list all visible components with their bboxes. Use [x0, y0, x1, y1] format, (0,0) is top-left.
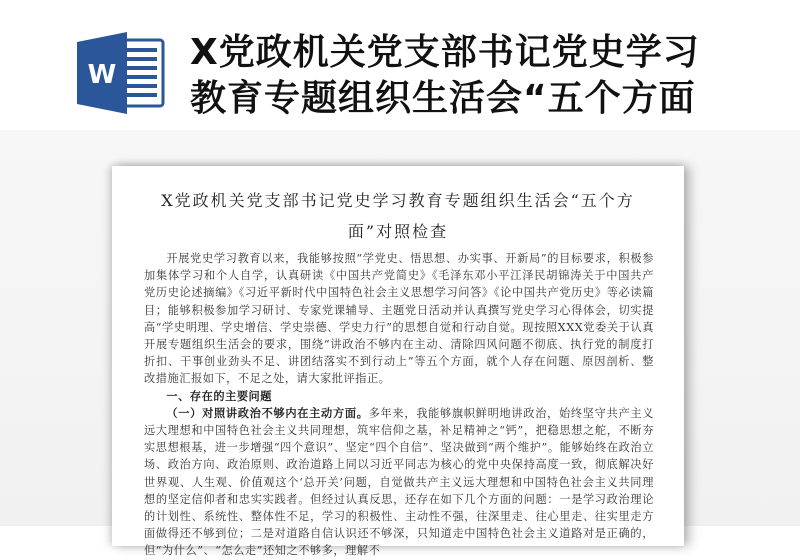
svg-text:W: W — [87, 60, 117, 90]
subsection-body: 多年来，我能够旗帜鲜明地讲政治，始终坚守共产主义远大理想和中国特色社会主义共同理想，筑牢信仰之基，补足精神之“钙”，把稳思想之舵，不断夯实思想根基，进一步增强“四个意识”、坚定“四个自信”、坚决做到“两个维护”。能够始终在政治立场、政治方向、政治原则、政治道路上同以习近平同志为核心的党中央保持高度一致，彻底解决好世界观、人生观、价值观这个‘总开关’问题，自觉做共产主义远大理想和中国特色社会主义共同理想的坚定信仰者和忠实实践者。但经过认真反思，还存在如下几个方面的问题：一是学习政治理论的计划性、系统性、整体性不足，学习的积极性、主动性不强，往深里走、往心里走、往实里走方面做得还不够到位；二是对道路自信认识还不够深，只知道走中国特色社会主义道路对是正确的，但“为什么”、“怎么走”还知之不够多，理解不 — [144, 406, 654, 558]
document-title-line2: 面”对照检查 — [347, 222, 449, 241]
banner-title-line1: X党政机关党支部书记党史学习 — [190, 32, 700, 73]
word-icon — [75, 32, 167, 114]
banner-title — [190, 30, 790, 122]
intro-paragraph: 开展党史学习教育以来，我能够按照“学党史、悟思想、办实事、开新局”的目标要求，积极参加集体学习和个人自学，认真研读《中国共产党简史》《毛泽东邓小平江泽民胡锦涛关于中国共产党历史论述摘编》《习近平新时代中国特色社会主义思想学习问答》《论中国共产党历史》等必读篇目；能够积极参加学习研讨、专家党课辅导、主题党日活动并认真撰写党史学习心得体会，切实提高“学史明理、学史增信、学史崇德、学史力行”的思想自觉和行动自觉。现按照XXX党委关于认真开展专题组织生活会的要求，围绕“讲政治不够内在主动、清除四风问题不彻底、执行党的制度打折扣、干事创业劲头不足、讲团结落实不到行动上”等五个方面，就个人存在问题、原因剖析、整改措施汇报如下，不足之处，请大家批评指正。 — [144, 252, 654, 386]
banner — [0, 0, 800, 140]
banner-title-line2: 教育专题组织生活会“五个方面 — [190, 78, 696, 119]
document-title-line1: X党政机关党支部书记党史学习教育专题组织生活会“五个方 — [161, 191, 635, 210]
subsection-lead: （一）对照讲政治不够内在主动方面。 — [166, 405, 369, 420]
section-paragraph — [144, 405, 654, 560]
document-page — [112, 166, 684, 558]
section-heading: 一、存在的主要问题 — [166, 388, 273, 403]
document-body — [144, 250, 654, 560]
